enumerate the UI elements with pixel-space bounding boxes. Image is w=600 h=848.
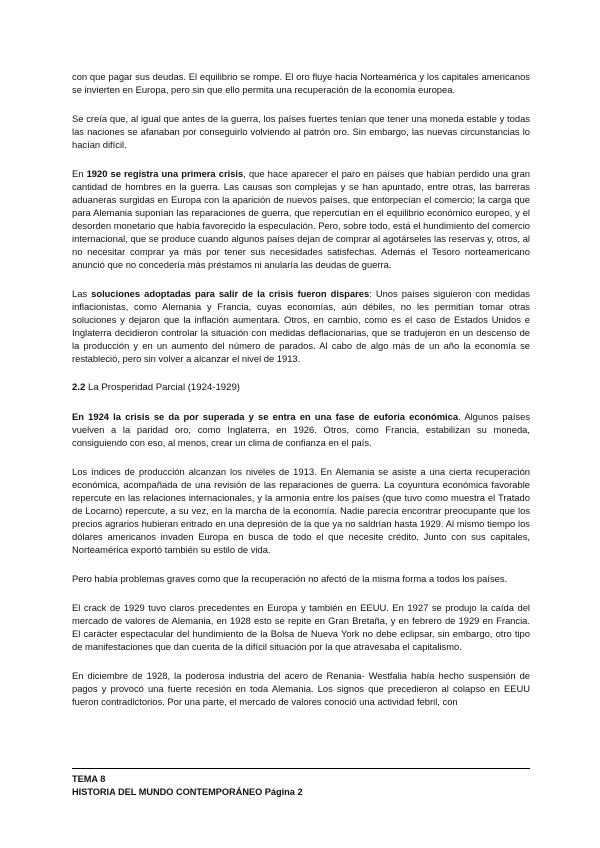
paragraph-5 (72, 410, 530, 449)
paragraph-2: Se creía que, al igual que antes de la guerra, los países fuertes tenían que tener una moneda estable y todas las naciones se afanaban por conseguirlo volviendo al patrón oro. Sin embargo, las nuevas circunstancias lo hacían difícil. (72, 113, 530, 150)
p3-lead: En (72, 168, 87, 179)
paragraph-9: En diciembre de 1928, la poderosa industria del acero de Renania- Westfalia había hecho suspensión de pagos y provocó una fuerte recesión en toda Alemania. Los signos que precedieron al colapso en EEUU fueron contradictorios. Por una parte, el mercado de valores conoció una actividad febril, con (72, 670, 530, 707)
page-footer (72, 768, 530, 799)
paragraph-7: Pero había problemas graves como que la recuperación no afectó de la misma forma a todos los países. (72, 573, 508, 584)
heading-title: La Prosperidad Parcial (1924-1929) (88, 382, 241, 393)
paragraph-3 (72, 167, 530, 271)
p4-lead: Las (72, 288, 92, 299)
section-heading (72, 381, 530, 394)
p3-rest: , que hace aparecer el paro en países que habían perdido una gran cantidad de hombres en la guerra. Las causas son complejas y se han apuntado, entre otras, las barreras aduaneras surgidas en Europa con la aparición de nuevos países, que entorpecían el comercio; la carga que para Alemania suponían las reparaciones de guerra, que repercutían en el equilibrio económico europeo, y el desorden monetario que había favorecido la especulación. Pero, sobre todo, está el hundimiento del comercio internacional, que se produce cuando algunos países dejan de comprar al agotárseles las reservas y, otros, al no necesitar comprar ya más por tener sus necesidades satisfechas. Además el Tesoro norteamericano anunció que no concedería más préstamos ni anularía las deudas de guerra. (72, 168, 530, 270)
paragraph-4 (72, 287, 530, 365)
p4-emphasis: soluciones adoptadas para salir de la crisis fueron dispares (91, 288, 370, 299)
p5-rest: . Algunos países vuelven a la paridad oro, como Inglaterra, en 1926. Otros, como Francia, estabilizan su moneda, consiguiendo con eso, al menos, crear un clima de confianza en el país. (72, 411, 531, 448)
p5-emphasis: En 1924 la crisis se da por superada y se entra en una fase de euforia económica (72, 411, 459, 422)
footer-topic: TEMA 8 (72, 774, 106, 784)
paragraph-6: Los índices de producción alcanzan los niveles de 1913. En Alemania se asiste a una cierta recuperación económica, acompañada de una revisión de las reparaciones de guerra. La coyuntura económica favorable repercute en las relaciones internacionales, y la armonía entre los países (que tuvo como muestra el Tratado de Locarno) repercute, a su vez, en la marcha de la economía. Nadie parecía encontrar preocupante que los precios agrarios hubieran entrado en una depresión de la que ya no saldrían hasta 1929. Al mismo tiempo los dólares americanos invaden Europa en busca de todo el que necesite crédito. Junto con sus capitales, Norteamérica exportó también su estilo de vida. (72, 466, 530, 555)
paragraph-8: El crack de 1929 tuvo claros precedentes en Europa y también en EEUU. En 1927 se produjo la caída del mercado de valores de Alemania, en 1928 esto se repite en Gran Bretaña, y en febrero de 1929 en Francia. El carácter espectacular del hundimiento de la Bolsa de Nueva York no debe eclipsar, sin embargo, otro tipo de manifestaciones que dan cuenta de la difícil situación por la que atravesaba el capitalismo. (72, 602, 530, 652)
footer-course-page: HISTORIA DEL MUNDO CONTEMPORÁNEO Página 2 (72, 787, 303, 797)
heading-number: 2.2 (72, 382, 86, 393)
p3-emphasis: 1920 se registra una primera crisis (86, 168, 244, 179)
p4-rest: : Unos países siguieron con medidas inflacionistas, como Alemania y Francia, cuyas economías, aún débiles, no les permitían tomar otras soluciones y dejaron que la inflación aumentara. Otros, en cambio, como es el caso de Estados Unidos e Inglaterra decidieron controlar la situación con medidas deflacionarias, que se tradujeron en un descenso de la producción y en un aumento del número de parados. Al cabo de algo más de un año la economía se restableció, pero sin volver a alcanzar el nivel de 1913. (72, 288, 530, 364)
page-body (72, 70, 530, 719)
paragraph-1: con que pagar sus deudas. El equilibrio se rompe. El oro fluye hacia Norteamérica y los capitales americanos se invierten en Europa, pero sin que ello permita una recuperación de la economía europea. (72, 71, 530, 95)
